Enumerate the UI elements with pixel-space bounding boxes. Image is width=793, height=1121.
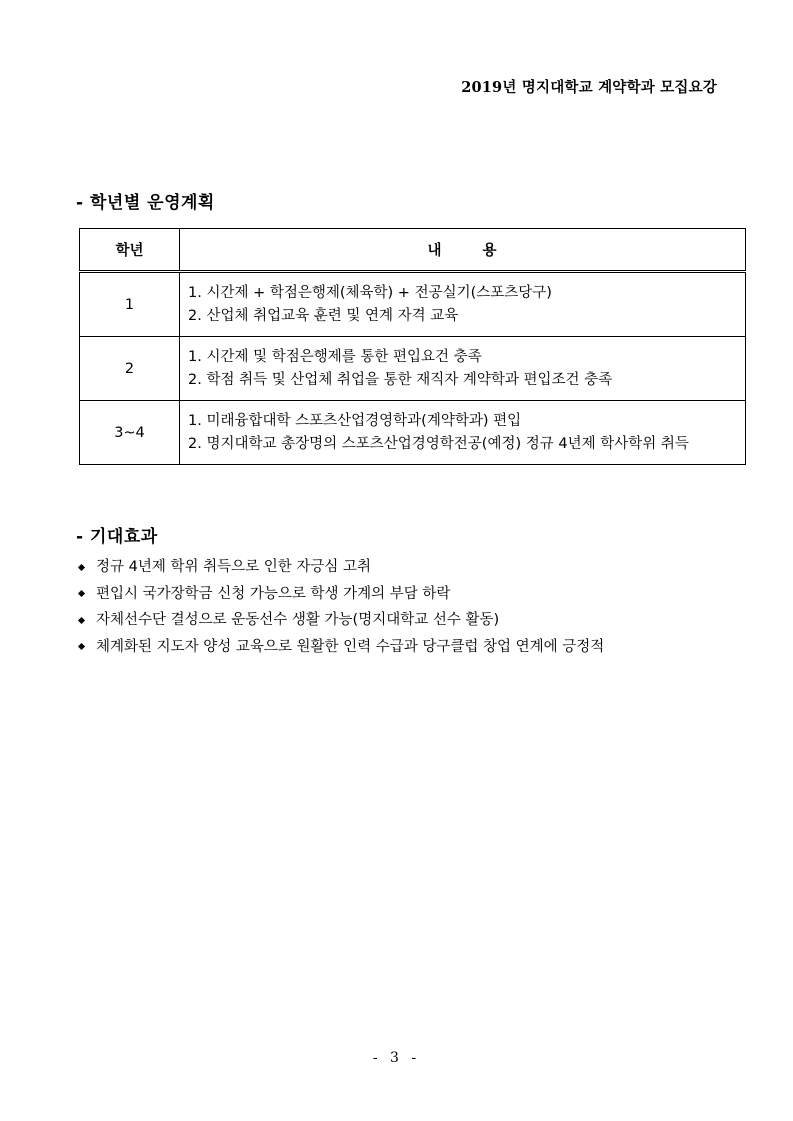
list-item-text: 자체선수단 결성으로 운동선수 생활 가능(명지대학교 선수 활동) (96, 612, 500, 628)
list-item (76, 581, 604, 608)
table-cell-year: 3~4 (80, 401, 180, 465)
table-cell-content (180, 401, 746, 465)
plan-table (79, 228, 746, 465)
table-header-row (80, 229, 746, 272)
content-line: 2. 학점 취득 및 산업체 취업을 통한 재직자 계약학과 편입조건 충족 (188, 371, 613, 388)
list-item-text: 정규 4년제 학위 취득으로 인한 자긍심 고취 (96, 559, 371, 575)
table-cell-content (180, 337, 746, 401)
diamond-bullet-icon (78, 590, 85, 597)
list-item (76, 607, 604, 634)
list-item (76, 554, 604, 581)
content-line: 1. 시간제 및 학점은행제를 통한 편입요건 충족 (188, 348, 482, 365)
content-line: 1. 미래융합대학 스포츠산업경영학과(계약학과) 편입 (188, 412, 522, 429)
list-item-text: 편입시 국가장학금 신청 가능으로 학생 가계의 부담 하락 (96, 585, 451, 602)
table-cell-year: 1 (80, 272, 180, 337)
table-header-content: 내 용 (180, 229, 746, 272)
page-number: - 3 - (372, 1050, 421, 1066)
content-line: 2. 산업체 취업교육 훈련 및 연계 자격 교육 (188, 307, 459, 324)
document-header-title: 2019년 명지대학교 계약학과 모집요강 (461, 79, 717, 96)
effects-section-title: - 기대효과 (76, 527, 158, 547)
diamond-bullet-icon (78, 617, 85, 624)
table-row (80, 272, 746, 337)
plan-section-title: - 학년별 운영계획 (76, 193, 215, 213)
content-line: 2. 명지대학교 총장명의 스포츠산업경영학전공(예정) 정규 4년제 학사학위 취득 (188, 435, 689, 452)
table-row (80, 337, 746, 401)
effects-list (76, 554, 604, 660)
diamond-bullet-icon (78, 564, 85, 571)
table-cell-year: 2 (80, 337, 180, 401)
diamond-bullet-icon (78, 643, 85, 650)
list-item (76, 634, 604, 661)
content-line: 1. 시간제 + 학점은행제(체육학) + 전공실기(스포츠당구) (188, 284, 552, 301)
list-item-text: 체계화된 지도자 양성 교육으로 원활한 인력 수급과 당구클럽 창업 연계에 긍정적 (96, 638, 605, 655)
table-row (80, 401, 746, 465)
table-header-year: 학년 (80, 229, 180, 272)
table-cell-content (180, 272, 746, 337)
